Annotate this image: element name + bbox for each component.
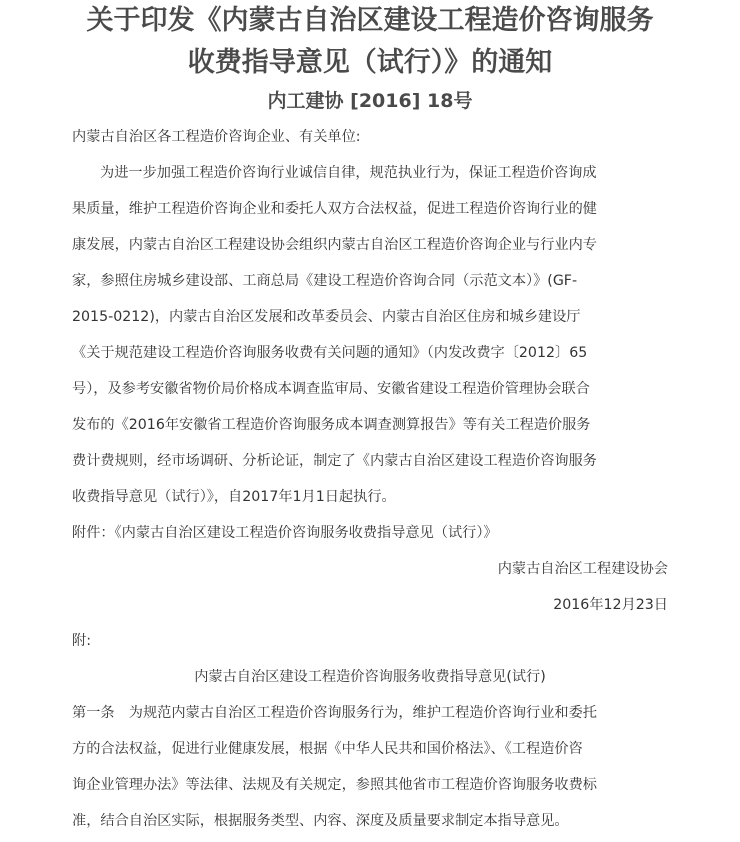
signature-organization: 内蒙古自治区工程建设协会 xyxy=(497,561,668,577)
article-line: 准，结合自治区实际，根据服务类型、内容、深度及质量要求制定本指导意见。 xyxy=(72,813,569,829)
paragraph-line: 2015-0212)，内蒙古自治区发展和改革委员会、内蒙古自治区住房和城乡建设厅 xyxy=(72,309,581,325)
title-line-2: 收费指导意见（试行）》的通知 xyxy=(187,47,553,78)
document-number: 内工建协 [2016] 18号 xyxy=(267,90,473,112)
paragraph-line: 康发展，内蒙古自治区工程建设协会组织内蒙古自治区工程造价咨询企业与行业内专 xyxy=(72,237,597,253)
attachment-line: 附件：《内蒙古自治区建设工程造价咨询服务收费指导意见（试行）》 xyxy=(72,525,498,541)
paragraph-line: 费计费规则，经市场调研、分析论证，制定了《内蒙古自治区建设工程造价咨询服务 xyxy=(72,453,597,469)
signature-date: 2016年12月23日 xyxy=(553,597,668,613)
paragraph-line: 号），及参考安徽省物价局价格成本调查监审局、安徽省建设工程造价管理协会联合 xyxy=(72,381,590,397)
article-line: 第一条 为规范内蒙古自治区工程造价咨询服务行为，维护工程造价咨询行业和委托 xyxy=(72,705,597,721)
paragraph-line: 收费指导意见（试行）》，自2017年1月1日起执行。 xyxy=(72,489,396,505)
paragraph-line: 发布的《2016年安徽省工程造价咨询服务成本调查测算报告》等有关工程造价服务 xyxy=(72,417,591,433)
article-line: 方的合法权益，促进行业健康发展，根据《中华人民共和国价格法》、《工程造价咨 xyxy=(72,741,583,757)
title-line-1: 关于印发《内蒙古自治区建设工程造价咨询服务 xyxy=(86,5,654,36)
appendix-label: 附: xyxy=(72,633,91,649)
appendix-title: 内蒙古自治区建设工程造价咨询服务收费指导意见(试行) xyxy=(194,669,546,685)
paragraph-line: 《关于规范建设工程造价咨询服务收费有关问题的通知》（内发改费字〔2012〕65 xyxy=(72,345,588,361)
paragraph-line: 为进一步加强工程造价咨询行业诚信自律，规范执业行为，保证工程造价咨询成 xyxy=(100,165,597,181)
paragraph-line: 果质量，维护工程造价咨询企业和委托人双方合法权益，促进工程造价咨询行业的健 xyxy=(72,201,597,217)
addressee: 内蒙古自治区各工程造价咨询企业、有关单位: xyxy=(72,129,361,145)
article-line: 询企业管理办法》等法律、法规及有关规定，参照其他省市工程造价咨询服务收费标 xyxy=(72,777,597,793)
paragraph-line: 家，参照住房城乡建设部、工商总局《建设工程造价咨询合同（示范文本）》(GF- xyxy=(72,273,578,289)
